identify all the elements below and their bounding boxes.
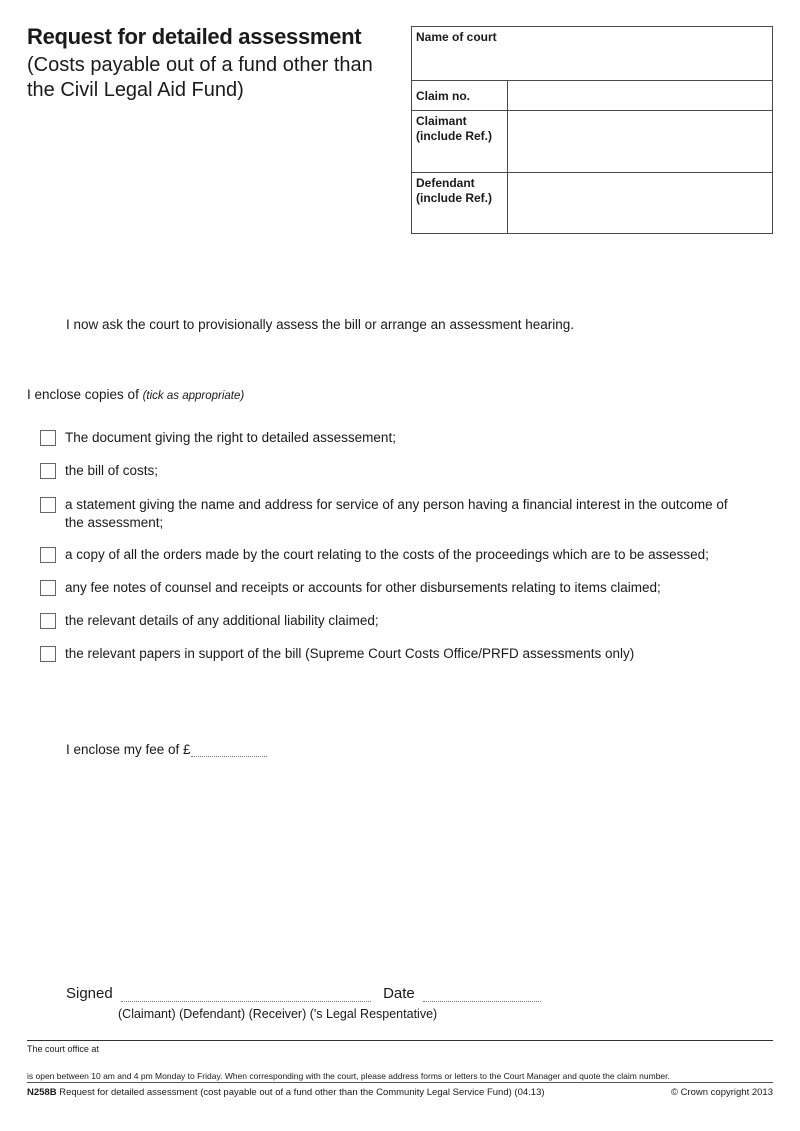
signed-label: Signed bbox=[66, 985, 113, 1002]
fee-line bbox=[66, 742, 267, 757]
checklist-item-label: The document giving the right to detailed assessement; bbox=[65, 430, 396, 445]
form-title: Request for detailed assessment bbox=[27, 24, 362, 49]
court-office-text: The court office at bbox=[27, 1044, 99, 1054]
checkbox-supporting-papers[interactable] bbox=[40, 646, 56, 662]
name-of-court-cell[interactable] bbox=[412, 27, 773, 81]
enclose-copies-label bbox=[27, 387, 244, 402]
checkbox-additional-liability[interactable] bbox=[40, 613, 56, 629]
checklist-item-label: any fee notes of counsel and receipts or accounts for other disbursements relating to items claimed; bbox=[65, 580, 661, 595]
footer-divider-bottom bbox=[27, 1082, 773, 1083]
tick-hint: (tick as appropriate) bbox=[142, 390, 245, 402]
form-description: Request for detailed assessment (cost payable out of a fund other than the Community Legal Service Fund) (04.13) bbox=[59, 1087, 545, 1098]
form-code: N258B bbox=[27, 1087, 57, 1098]
footer-divider bbox=[27, 1040, 773, 1041]
date-field[interactable] bbox=[423, 986, 541, 1002]
defendant-field[interactable] bbox=[508, 173, 773, 234]
checklist-item-label: the bill of costs; bbox=[65, 463, 159, 478]
defendant-label bbox=[412, 173, 508, 234]
name-of-court-label: Name of court bbox=[416, 30, 497, 44]
enclose-copies-text: I enclose copies of bbox=[27, 387, 143, 402]
assessment-request-text: I now ask the court to provisionally assess the bill or arrange an assessment hearing. bbox=[66, 317, 575, 332]
claimant-field[interactable] bbox=[508, 111, 773, 173]
claim-no-label: Claim no. bbox=[412, 81, 508, 111]
signature-field[interactable] bbox=[121, 986, 371, 1002]
claim-no-field[interactable] bbox=[508, 81, 773, 111]
court-details-table bbox=[411, 26, 773, 234]
form-subtitle: (Costs payable out of a fund other than the Civil Legal Aid Fund) bbox=[27, 54, 373, 101]
checkbox-bill-of-costs[interactable] bbox=[40, 463, 56, 479]
checklist-item-label: a copy of all the orders made by the court relating to the costs of the proceedings which are to be assessed; bbox=[65, 547, 709, 562]
checklist-item-label: the relevant papers in support of the bill (Supreme Court Costs Office/PRFD assessments only) bbox=[65, 646, 635, 661]
checkbox-financial-interest-statement[interactable] bbox=[40, 497, 56, 513]
checklist-item-label: a statement giving the name and address for service of any person having a financial interest in the outcome of the assessment; bbox=[65, 497, 728, 530]
claimant-label-line1: Claimant bbox=[416, 114, 467, 128]
defendant-label-line1: Defendant bbox=[416, 176, 475, 190]
copyright-notice: © Crown copyright 2013 bbox=[670, 1087, 773, 1098]
form-reference bbox=[27, 1087, 545, 1098]
fee-label: I enclose my fee of £ bbox=[66, 742, 191, 757]
checklist-item-label: the relevant details of any additional liability claimed; bbox=[65, 613, 379, 628]
fee-amount-field[interactable] bbox=[191, 742, 267, 757]
court-hours-text: is open between 10 am and 4 pm Monday to Friday. When corresponding with the court, please address forms or letters to the Court Manager and quote the claim number. bbox=[27, 1071, 670, 1081]
signature-row bbox=[66, 985, 541, 1002]
checkbox-court-orders[interactable] bbox=[40, 547, 56, 563]
claimant-label bbox=[412, 111, 508, 173]
claimant-label-line2: (include Ref.) bbox=[416, 129, 493, 143]
date-label: Date bbox=[383, 985, 415, 1002]
checkbox-fee-notes[interactable] bbox=[40, 580, 56, 596]
checkbox-right-to-assessment[interactable] bbox=[40, 430, 56, 446]
signatory-role-text: (Claimant) (Defendant) (Receiver) ('s Legal Respentative) bbox=[118, 1007, 438, 1021]
defendant-label-line2: (include Ref.) bbox=[416, 191, 493, 205]
